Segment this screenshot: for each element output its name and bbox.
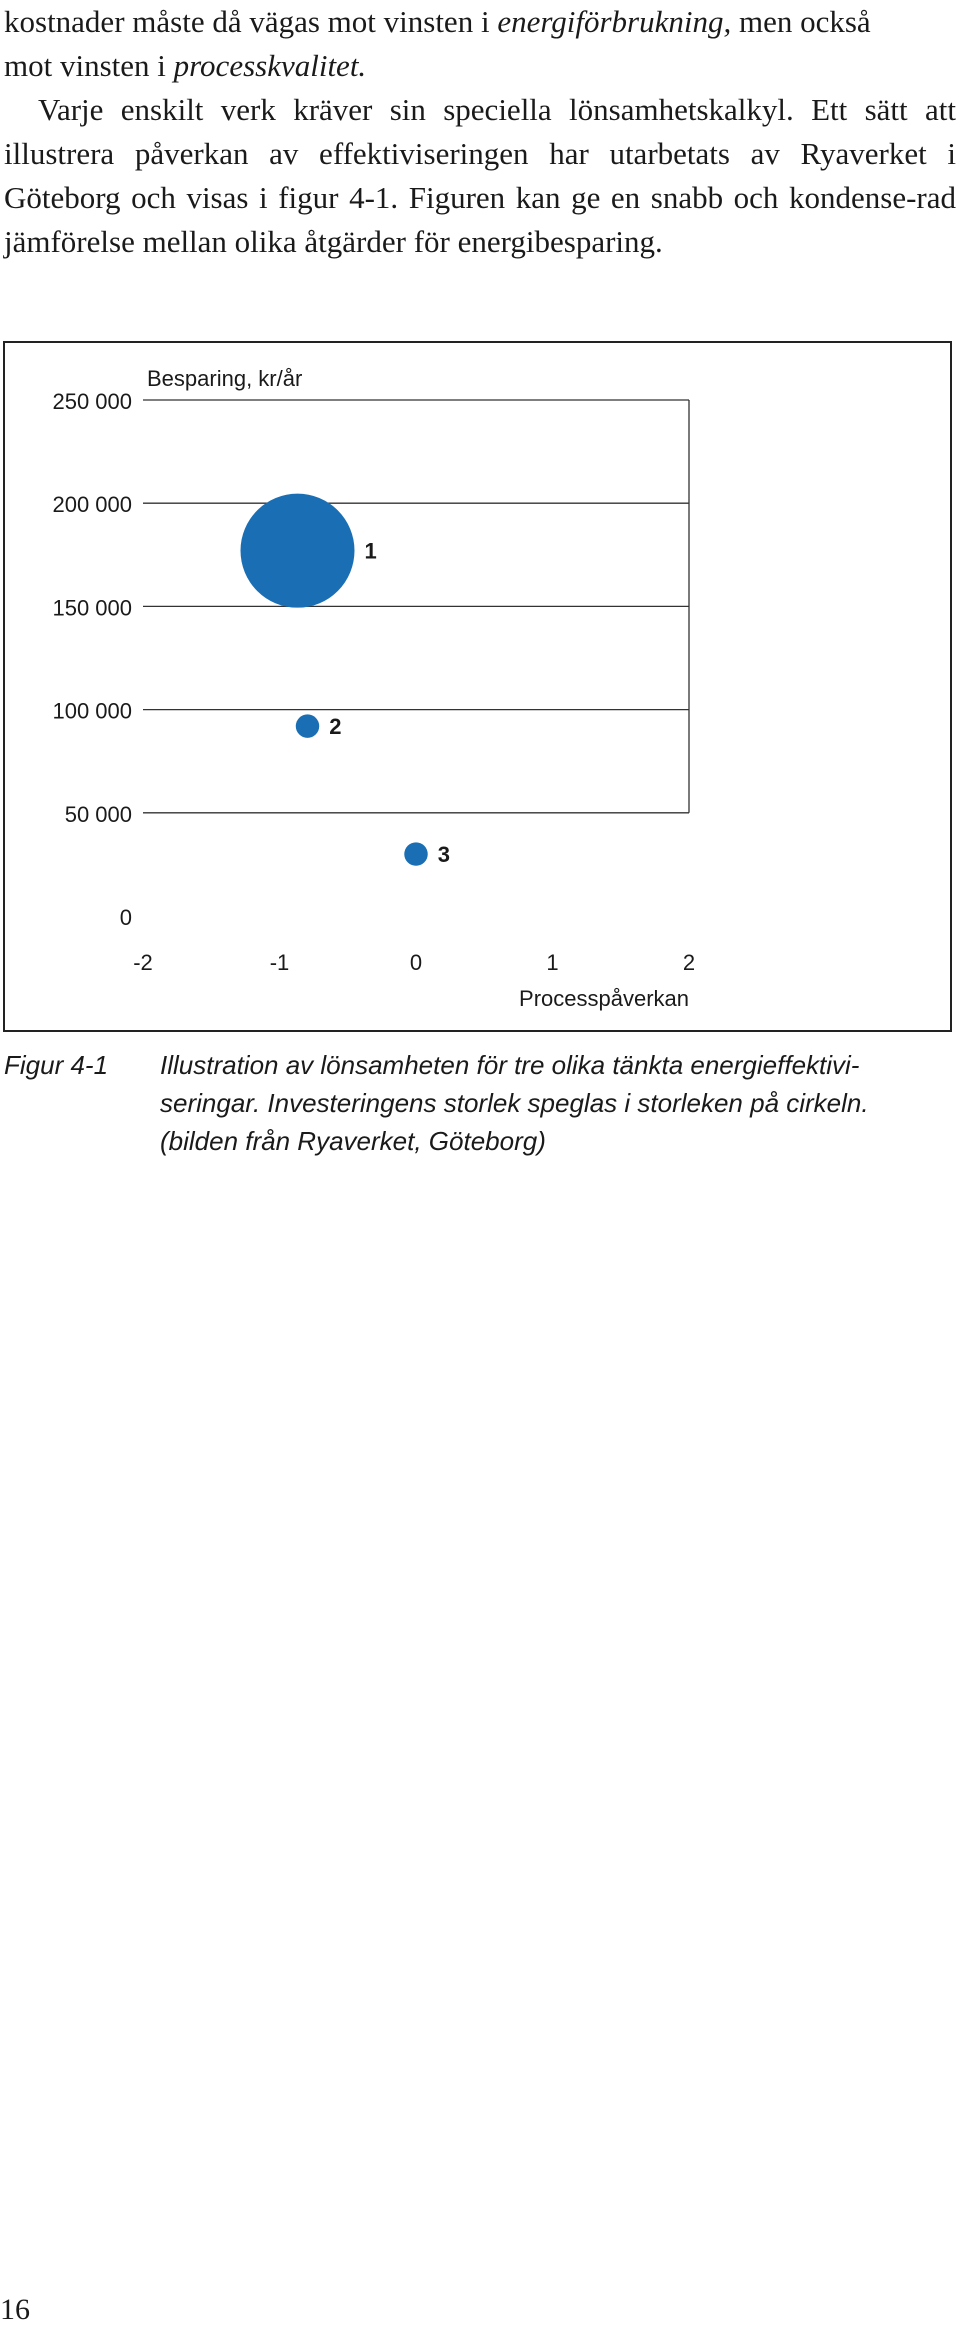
data-point-3	[404, 842, 427, 865]
caption-text	[160, 1046, 956, 1160]
page-number: 16	[0, 2293, 30, 2326]
x-tick-label: -2	[133, 950, 153, 975]
point-label-1: 1	[364, 538, 377, 564]
x-tick-label: 1	[546, 950, 559, 975]
y-tick-label: 200 000	[52, 492, 132, 518]
x-tick-label: -1	[269, 950, 290, 975]
x-tick-label: 2	[682, 950, 696, 975]
y-tick-label: 150 000	[52, 595, 132, 621]
y-tick-label: 0	[119, 905, 132, 930]
y-tick-label: 50 000	[64, 801, 132, 827]
x-tick-label: 0	[409, 950, 423, 975]
point-label-3: 3	[437, 842, 450, 868]
data-point-2	[296, 714, 319, 737]
text-run: mot vinsten i	[4, 48, 174, 83]
caption-line: seringar. Investeringens storlek speglas i storleken på cirkeln.	[160, 1088, 869, 1118]
caption-line: Illustration av lönsamheten för tre olika tänkta energieffektivi-	[160, 1050, 860, 1080]
text-run: kostnader måste då vägas mot vinsten i	[4, 4, 498, 39]
figure-4-1	[3, 341, 952, 1032]
y-tick-label: 100 000	[52, 698, 132, 724]
emphasis-energy: energiförbrukning,	[497, 4, 732, 39]
caption-label: Figur 4-1	[4, 1050, 109, 1080]
data-point-1	[241, 494, 355, 608]
text-run: men också	[731, 4, 871, 39]
scatter-chart	[5, 343, 954, 1034]
caption-line: (bilden från Ryaverket, Göteborg)	[160, 1126, 546, 1156]
x-axis-title: Processpåverkan	[519, 986, 689, 1011]
paragraph-2: Varje enskilt verk kräver sin speciella lönsamhetskalkyl. Ett sätt att illustrera påverkan av effektiviseringen har utarbetats av Ryaverket i Göteborg och visas i figur 4-1. Figuren kan ge en snabb och kondense-rad jämförelse mellan olika åtgärder för energibesparing.	[4, 92, 956, 259]
paragraph-1	[4, 0, 956, 88]
point-label-2: 2	[329, 714, 342, 740]
body-text	[4, 0, 956, 264]
y-tick-label: 250 000	[52, 389, 132, 414]
y-axis-title: Besparing, kr/år	[147, 366, 303, 391]
emphasis-process: processkvalitet.	[173, 48, 367, 83]
